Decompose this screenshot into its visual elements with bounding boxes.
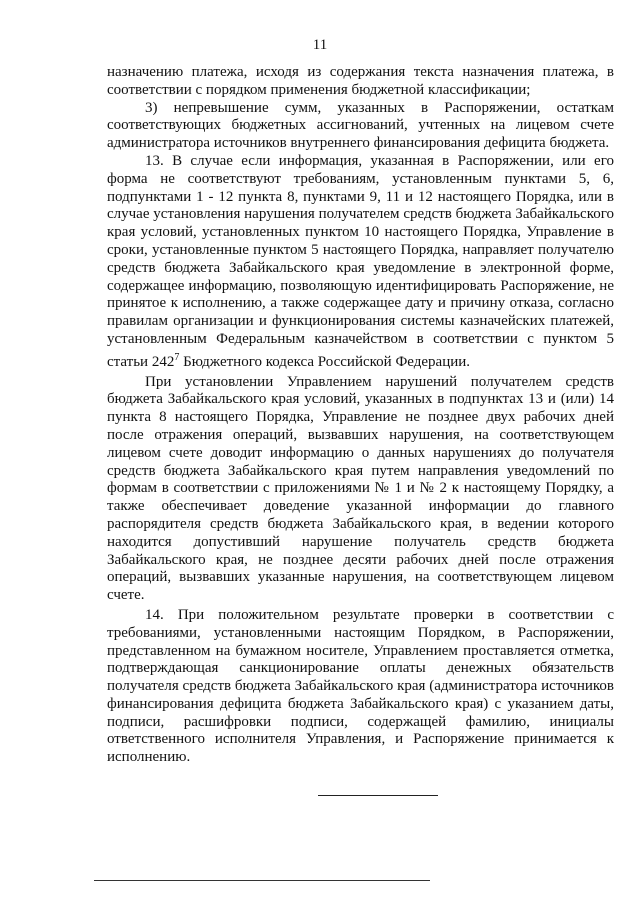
end-separator-line [318,795,438,796]
page-number: 11 [312,37,328,53]
paragraph-13-text: 13. В случае если информация, указанная в Распоряжении, или его форма не соответствуют требованиям, установленным пунктами 5, 6, подпунктами 1 - 12 пункта 8, пунктами 9, 11 и 12 настоящего Порядка, или в случае установления нарушения получателем средств бюджета Забайкальского края условий, установленных пунктом 10 настоящего Порядка, Управление в сроки, установленные пунктом 5 настоящего Порядка, направляет получателю средств бюджета Забайкальского края уведомление в электронной форме, содержащее информацию, позволяющую идентифицировать Распоряжение, не принятое к исполнению, а также содержащее дату и причину отказа, согласно правилам организации и функционирования системы казначейских платежей, установленным Федеральным казначейством в соответствии с пунктом 5 статьи 242 [107,152,614,370]
paragraph-13-tail: Бюджетного кодекса Российской Федерации. [179,353,471,370]
paragraph-continuation: назначению платежа, исходя из содержания текста назначения платежа, в соответствии с порядком применения бюджетной классификации; [107,64,614,98]
footnote-superscript: 7 [174,351,180,363]
document-body [107,64,614,767]
paragraph-14: 14. При положительном результате проверки в соответствии с требованиями, установленными настоящим Порядком, в Распоряжении, представленном на бумажном носителе, Управлением проставляется отметка, подтверждающая санкционирование оплаты денежных обязательств получателя средств бюджета Забайкальского края (администратора источников финансирования дефицита бюджета Забайкальского края) с указанием даты, подписи, расшифровки подписи, содержащей фамилию, инициалы ответственного исполнителя Управления, и Распоряжение принимается к исполнению. [107,606,614,766]
paragraph-item-3: 3) непревышение сумм, указанных в Распоряжении, остаткам соответствующих бюджетных ассигнований, учтенных на лицевом счете администратора источников внутреннего финансирования дефицита бюджета. [107,99,614,152]
paragraph-violations: При установлении Управлением нарушений получателем средств бюджета Забайкальского края условий, указанных в подпунктах 13 и (или) 14 пункта 8 настоящего Порядка, Управление не позднее двух рабочих дней после отражения операций, вызвавших нарушения, на соответствующем лицевом счете доводит информацию о данных нарушениях до получателя средств бюджета Забайкальского края путем направления уведомлений по формам в соответствии с приложениями № 1 и № 2 к настоящему Порядку, а также обеспечивает доведение указанной информации до главного распорядителя средств бюджета Забайкальского края, в ведении которого находится допустивший нарушение получатель средств бюджета Забайкальского края, не позднее десяти рабочих дней после отражения операций, вызвавших указанные нарушения, на соответствующем лицевом счете. [107,373,614,604]
footer-rule [94,880,430,881]
paragraph-13 [107,153,614,372]
